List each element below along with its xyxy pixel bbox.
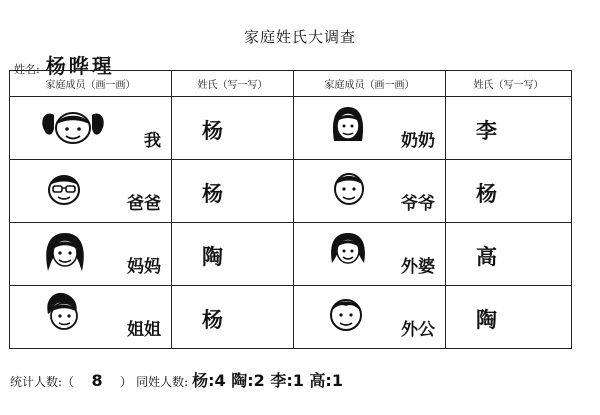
- member-cell: [294, 97, 446, 160]
- column-header-surname: 姓氏（写一写）: [172, 71, 294, 97]
- member-name: 妈妈: [127, 257, 161, 277]
- count-label: 统计人数:（: [10, 375, 75, 389]
- surname-text: 李: [476, 119, 497, 143]
- member-cell: [294, 223, 446, 286]
- member-cell: [294, 286, 446, 349]
- girl-pigtails-icon: [40, 109, 106, 145]
- member-cell: [10, 160, 172, 223]
- surname-text: 杨: [202, 182, 223, 206]
- page-title: 家庭姓氏大调查: [243, 28, 356, 46]
- grandma-icon: [330, 105, 366, 145]
- member-cell: [10, 97, 172, 160]
- family-survey-table: [9, 70, 572, 349]
- surname-cell: [172, 97, 294, 160]
- member-name: 奶奶: [401, 131, 435, 151]
- table-row: [10, 160, 572, 223]
- same-surname-label: 同姓人数:: [136, 375, 189, 389]
- surname-cell: [172, 286, 294, 349]
- column-header-surname: 姓氏（写一写）: [446, 71, 572, 97]
- surname-text: 杨: [202, 308, 223, 332]
- count-close: ）: [120, 375, 133, 389]
- table-row: [10, 223, 572, 286]
- surname-text: 陶: [476, 308, 497, 332]
- member-cell: [10, 223, 172, 286]
- count-value: 8: [91, 371, 103, 390]
- table-header-row: [10, 71, 572, 97]
- summary-line: [10, 368, 343, 391]
- surname-cell: [172, 160, 294, 223]
- member-name: 姐姐: [127, 320, 161, 340]
- member-name: 外公: [401, 320, 435, 340]
- surname-text: 陶: [202, 245, 223, 269]
- member-name: 外婆: [401, 257, 435, 277]
- student-name: 杨晔瑆: [45, 54, 115, 78]
- member-name: 爸爸: [127, 194, 161, 214]
- dad-glasses-icon: [46, 172, 82, 206]
- surname-cell: [172, 223, 294, 286]
- grandpa-icon: [332, 170, 366, 206]
- member-cell: [294, 160, 446, 223]
- table-row: [10, 97, 572, 160]
- sister-icon: [42, 292, 82, 332]
- grandma-maternal-icon: [328, 233, 368, 267]
- same-surname-value: 杨:4 陶:2 李:1 高:1: [192, 371, 343, 390]
- surname-cell: [446, 97, 572, 160]
- member-name: 我: [144, 131, 161, 151]
- mom-long-hair-icon: [44, 231, 86, 273]
- column-header-member: 家庭成员（画一画）: [294, 71, 446, 97]
- surname-text: 杨: [476, 182, 497, 206]
- surname-text: 杨: [202, 119, 223, 143]
- name-label: 姓名:: [14, 63, 40, 76]
- member-cell: [10, 286, 172, 349]
- table-row: [10, 286, 572, 349]
- surname-cell: [446, 223, 572, 286]
- surname-cell: [446, 160, 572, 223]
- surname-text: 高: [476, 245, 497, 269]
- column-header-member: 家庭成员（画一画）: [10, 71, 172, 97]
- surname-cell: [446, 286, 572, 349]
- member-name: 爷爷: [401, 194, 435, 214]
- grandpa-maternal-icon: [328, 296, 364, 332]
